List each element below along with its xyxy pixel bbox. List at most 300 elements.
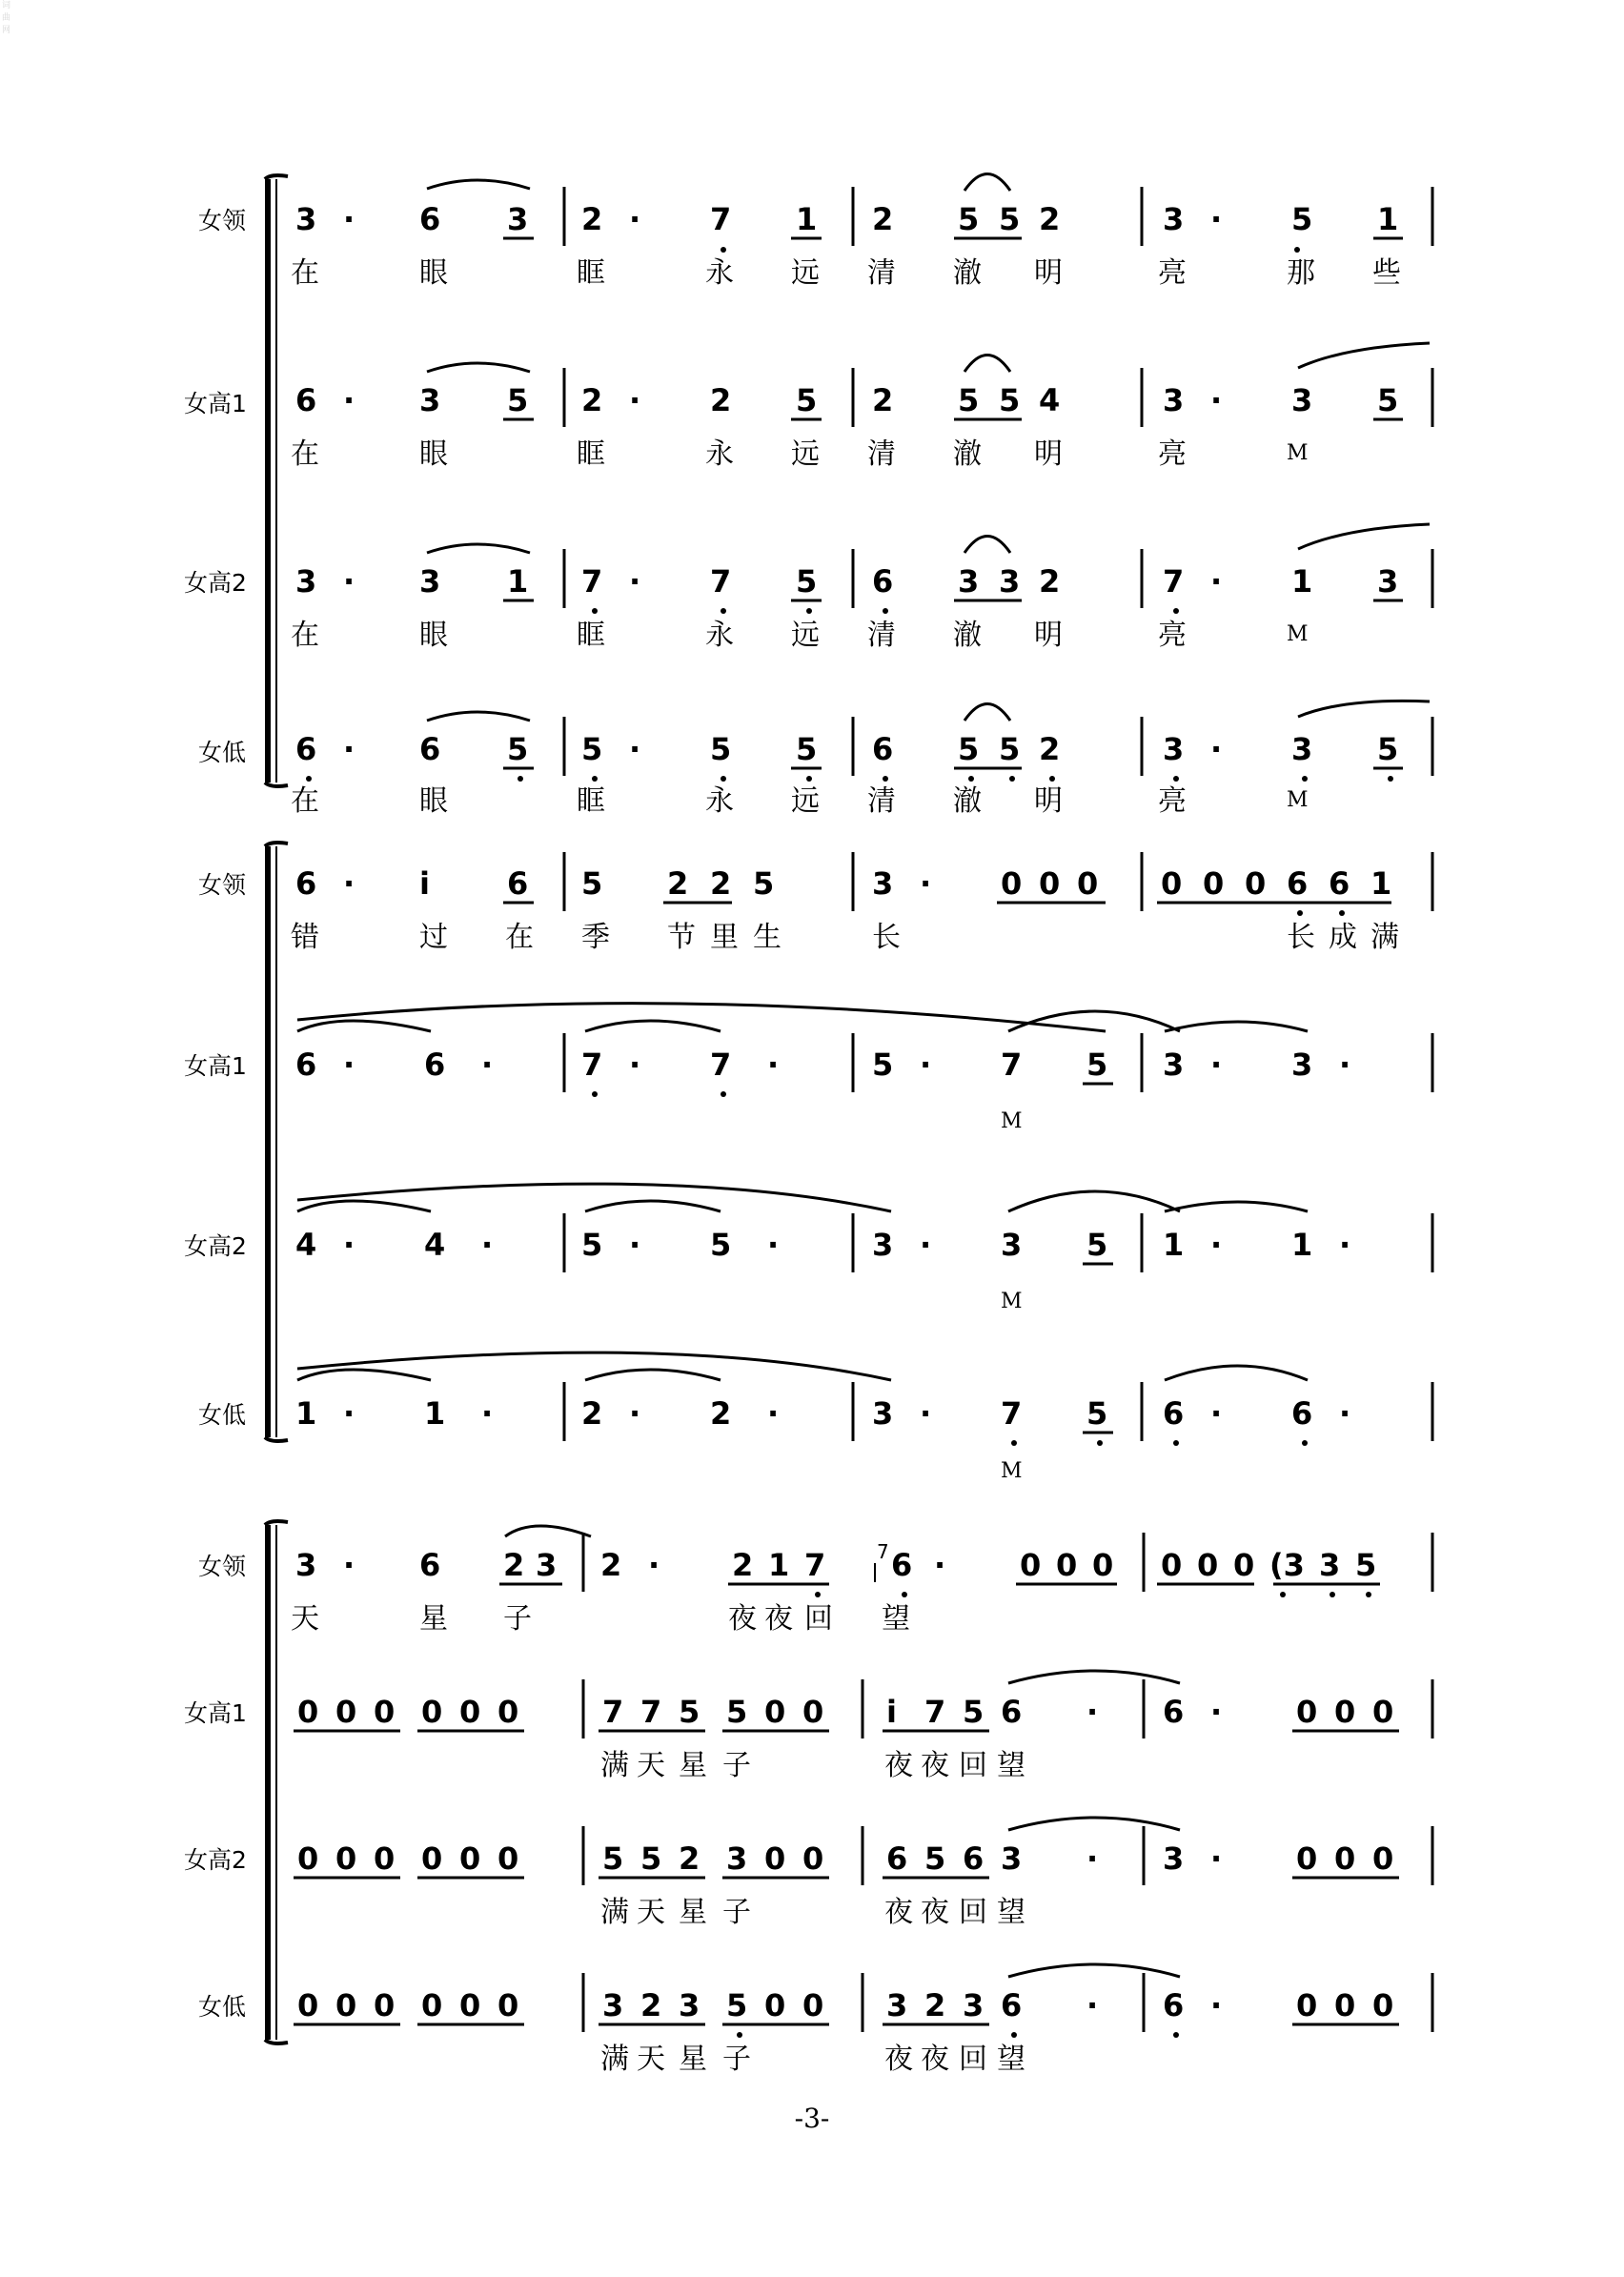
sop1-notes-row1 (295, 343, 1430, 419)
lyric: 亮 (1158, 784, 1187, 818)
lyric: 永 (705, 256, 734, 290)
lyric: 亮 (1158, 437, 1187, 471)
lyric: 夜 (728, 1602, 757, 1636)
note: 0 (1039, 865, 1061, 902)
note: · (934, 1547, 946, 1583)
part-label-lead: 女领 (198, 871, 247, 899)
note: 0 (1077, 865, 1099, 902)
lyric: 清 (867, 437, 896, 471)
note: 2 (581, 1395, 603, 1432)
alto-lyrics-row2 (1001, 1459, 1023, 1483)
note: · (1210, 201, 1223, 237)
note: 3 (999, 563, 1021, 600)
note: · (767, 1227, 780, 1263)
lyric: M (1001, 1109, 1023, 1133)
note: 7 (924, 1694, 946, 1730)
note: 0 (421, 1987, 443, 2023)
note: 6 (886, 1840, 908, 1877)
note: · (343, 563, 355, 600)
note: 5 (963, 1694, 985, 1730)
note: 3 (419, 382, 441, 418)
note: 0 (459, 1694, 481, 1730)
note: · (920, 1395, 932, 1432)
lyric: 望 (997, 2043, 1025, 2076)
lyric: 生 (753, 921, 782, 954)
note: 6 (1329, 865, 1350, 902)
note: 6 (424, 1047, 446, 1083)
note: 3 (536, 1547, 558, 1583)
note: 0 (1161, 1547, 1183, 1583)
note: 5 (1355, 1547, 1377, 1583)
lyric: 满 (600, 1896, 629, 1929)
lyric: 星 (679, 1749, 707, 1782)
note: 5 (958, 382, 980, 418)
note: 5 (958, 201, 980, 237)
note: 0 (374, 1840, 396, 1877)
alto-notes-row2 (295, 1352, 1350, 1446)
note: 2 (924, 1987, 946, 2023)
lyric: 亮 (1158, 619, 1187, 652)
note: 0 (1203, 865, 1225, 902)
note: · (1086, 1987, 1099, 2023)
note: 2 (1039, 201, 1061, 237)
sop2-notes-row1 (295, 524, 1430, 614)
lyric: 望 (997, 1749, 1025, 1782)
note: · (629, 1395, 641, 1432)
lead-notes-row1 (295, 174, 1403, 254)
note: 1 (507, 563, 529, 600)
note: 3 (958, 563, 980, 600)
note: 3 (507, 201, 529, 237)
note: 5 (726, 1987, 748, 2023)
note: 2 (710, 865, 732, 902)
part-label-lead: 女领 (198, 1553, 247, 1580)
note: 3 (963, 1987, 985, 2023)
note: 2 (710, 1395, 732, 1432)
part-label-sop2: 女高2 (184, 569, 247, 597)
note: 0 (421, 1840, 443, 1877)
note: 5 (726, 1694, 748, 1730)
side-watermark: 词曲网 (2, 1, 11, 35)
note: 0 (1001, 865, 1023, 902)
lyric: 望 (997, 1896, 1025, 1929)
lyric: 天 (637, 2043, 665, 2076)
lyric: M (1287, 788, 1309, 812)
note: 3 (602, 1987, 624, 2023)
alto-notes-row1 (295, 701, 1430, 782)
lyric: 澈 (953, 437, 982, 471)
note: · (481, 1227, 494, 1263)
note: 5 (796, 731, 818, 767)
note: 6 (419, 1547, 441, 1583)
note: 3 (1163, 731, 1185, 767)
note: · (343, 1047, 355, 1083)
lyric: 在 (291, 784, 319, 818)
note: 5 (999, 201, 1021, 237)
note: 3 (886, 1987, 908, 2023)
note: 0 (1372, 1987, 1394, 2023)
note: 5 (581, 865, 603, 902)
note: 0 (1334, 1694, 1356, 1730)
note: 7 (804, 1547, 826, 1583)
note: 5 (1377, 382, 1399, 418)
part-label-alto: 女低 (198, 1993, 247, 2021)
note: 2 (503, 1547, 525, 1583)
note: 7 (710, 563, 732, 600)
note: 5 (581, 1227, 603, 1263)
note: 5 (1086, 1047, 1108, 1083)
note: · (629, 731, 641, 767)
note: · (1210, 382, 1223, 418)
lyric: 回 (959, 2043, 987, 2076)
lead-lyrics-row1 (291, 256, 1401, 290)
note: i (419, 865, 430, 902)
lyric: 那 (1287, 256, 1315, 290)
note: · (920, 865, 932, 902)
note: 3 (1291, 1047, 1313, 1083)
note: 0 (421, 1694, 443, 1730)
note: 4 (424, 1227, 446, 1263)
note: 0 (1092, 1547, 1114, 1583)
lyric: 澈 (953, 256, 982, 290)
lyric: 明 (1034, 784, 1063, 818)
note: 3 (1163, 1047, 1185, 1083)
lyric: 星 (679, 2043, 707, 2076)
system-bracket (265, 1525, 271, 2040)
alto-lyrics-row3 (600, 2043, 1025, 2076)
bracket-bottom-hook (265, 783, 288, 786)
note: 0 (802, 1694, 824, 1730)
lyric: 望 (882, 1602, 910, 1636)
lyric: 回 (804, 1602, 833, 1636)
note: · (1086, 1840, 1099, 1877)
note: 0 (1372, 1694, 1394, 1730)
sop2-lyrics-row3 (600, 1896, 1025, 1929)
lyric: 满 (600, 2043, 629, 2076)
part-label-lead: 女领 (198, 207, 247, 234)
lead-notes-row2 (295, 865, 1391, 916)
note: 2 (710, 382, 732, 418)
note: · (1210, 1840, 1223, 1877)
lyric: 些 (1372, 256, 1401, 290)
note: 6 (1287, 865, 1309, 902)
lyric: 成 (1329, 921, 1357, 954)
note: 2 (1039, 731, 1061, 767)
note: 5 (507, 731, 529, 767)
note: 6 (1163, 1694, 1185, 1730)
note: 0 (1296, 1694, 1318, 1730)
lyric: M (1001, 1290, 1023, 1313)
note: 5 (872, 1047, 894, 1083)
note: · (343, 201, 355, 237)
sop2-notes-row2 (295, 1184, 1350, 1264)
note: 5 (710, 731, 732, 767)
note: · (343, 1227, 355, 1263)
note: 0 (1233, 1547, 1255, 1583)
part-label-sop2: 女高2 (184, 1232, 247, 1260)
note: 1 (1291, 1227, 1313, 1263)
note: 6 (419, 731, 441, 767)
note: 6 (963, 1840, 985, 1877)
part-label-sop1: 女高1 (184, 1052, 247, 1080)
note: 7 (581, 1047, 603, 1083)
note: 6 (872, 563, 894, 600)
lyric: 星 (679, 1896, 707, 1929)
note: · (1339, 1227, 1351, 1263)
system-1 (184, 174, 1432, 819)
note: · (481, 1047, 494, 1083)
note: 2 (872, 201, 894, 237)
note: 3 (1377, 563, 1399, 600)
note: 2 (640, 1987, 662, 2023)
note: 2 (667, 865, 689, 902)
note: 7 (710, 201, 732, 237)
sop2-lyrics-row2 (1001, 1290, 1023, 1313)
lead-lyrics-row3 (291, 1602, 910, 1636)
sop1-lyrics-row3 (600, 1749, 1025, 1782)
note: · (343, 1395, 355, 1432)
lyric: 在 (291, 619, 319, 652)
note: 2 (581, 382, 603, 418)
note: · (1339, 1047, 1351, 1083)
lyric: 长 (1287, 921, 1315, 954)
lyric: 明 (1034, 256, 1063, 290)
note: · (1210, 1987, 1223, 2023)
note: 0 (1020, 1547, 1042, 1583)
lyric: 错 (291, 921, 319, 954)
lyric: 亮 (1158, 256, 1187, 290)
lyric: 天 (291, 1602, 319, 1636)
note: 0 (497, 1840, 519, 1877)
note: 3 (1291, 382, 1313, 418)
lyric: 清 (867, 619, 896, 652)
lyric: 夜 (884, 1896, 913, 1929)
note: 1 (1370, 865, 1392, 902)
lyric: 天 (637, 1749, 665, 1782)
note: · (1086, 1694, 1099, 1730)
note: 2 (679, 1840, 700, 1877)
note: 5 (1086, 1227, 1108, 1263)
note: · (767, 1395, 780, 1432)
part-label-alto: 女低 (198, 739, 247, 766)
note: 0 (1334, 1840, 1356, 1877)
note: 3 (679, 1987, 700, 2023)
lyric: 清 (867, 256, 896, 290)
note: 1 (424, 1395, 446, 1432)
note: 4 (295, 1227, 317, 1263)
note: · (343, 865, 355, 902)
note: 0 (374, 1694, 396, 1730)
lyric: 过 (419, 921, 448, 954)
note: 3 (295, 201, 317, 237)
note: 0 (497, 1987, 519, 2023)
lyric: 节 (667, 921, 696, 954)
note: 0 (297, 1840, 319, 1877)
sop1-lyrics-row1 (291, 437, 1309, 471)
note: · (1210, 1047, 1223, 1083)
lyric: 天 (637, 1896, 665, 1929)
note: · (1339, 1395, 1351, 1432)
note: · (343, 731, 355, 767)
note: 3 (419, 563, 441, 600)
note: 6 (1001, 1694, 1023, 1730)
note: 3 (726, 1840, 748, 1877)
lyric: M (1287, 622, 1309, 646)
note: · (767, 1047, 780, 1083)
lyric: 夜 (921, 1749, 949, 1782)
lyric: 眶 (577, 256, 605, 290)
lyric: 夜 (884, 2043, 913, 2076)
note: 0 (497, 1694, 519, 1730)
lyric: 在 (291, 256, 319, 290)
note: 7 (602, 1694, 624, 1730)
barlines-3 (583, 1533, 1432, 2032)
sop2-notes-row3 (294, 1818, 1399, 1878)
note: 5 (1086, 1395, 1108, 1432)
note: 0 (1296, 1987, 1318, 2023)
note: 5 (796, 563, 818, 600)
note: 0 (764, 1987, 786, 2023)
lyric: 夜 (764, 1602, 793, 1636)
note: 3 (1163, 201, 1185, 237)
note: 3 (872, 865, 894, 902)
note: 0 (764, 1694, 786, 1730)
part-label-sop2: 女高2 (184, 1846, 247, 1874)
note: 0 (764, 1840, 786, 1877)
note: · (343, 382, 355, 418)
lyric: 季 (581, 921, 610, 954)
note: 5 (999, 731, 1021, 767)
note: 3 (872, 1227, 894, 1263)
lyric: 回 (959, 1896, 987, 1929)
lyric: 夜 (921, 2043, 949, 2076)
alto-lyrics-row1 (291, 784, 1309, 818)
lyric: 远 (791, 784, 820, 818)
note: 0 (335, 1987, 357, 2023)
lyric: 回 (959, 1749, 987, 1782)
lyric: 子 (722, 1896, 751, 1929)
lyric: 眼 (419, 784, 448, 818)
lyric: 长 (872, 921, 901, 954)
note: 6 (872, 731, 894, 767)
note: 5 (1291, 201, 1313, 237)
note: 6 (891, 1547, 913, 1583)
note: 0 (802, 1840, 824, 1877)
lyric: 澈 (953, 619, 982, 652)
sop2-lyrics-row1 (291, 619, 1309, 652)
note: 0 (1334, 1987, 1356, 2023)
note: 2 (872, 382, 894, 418)
note: 3 (1001, 1227, 1023, 1263)
note: 3 (295, 563, 317, 600)
note: 1 (295, 1395, 317, 1432)
lyric: 夜 (884, 1749, 913, 1782)
note: 5 (753, 865, 775, 902)
note: 0 (1197, 1547, 1219, 1583)
note: 5 (1377, 731, 1399, 767)
lyric: 永 (705, 437, 734, 471)
lyric: M (1001, 1459, 1023, 1483)
note: · (1210, 563, 1223, 600)
note: 0 (335, 1840, 357, 1877)
note: 5 (640, 1840, 662, 1877)
lyric: 明 (1034, 619, 1063, 652)
note: 5 (924, 1840, 946, 1877)
note: 6 (295, 382, 317, 418)
lyric: 眼 (419, 619, 448, 652)
bracket-top-hook (265, 175, 288, 179)
lyric: 明 (1034, 437, 1063, 471)
note: 1 (1163, 1227, 1185, 1263)
note: 7 (581, 563, 603, 600)
lyric: 子 (722, 1749, 751, 1782)
note: 6 (507, 865, 529, 902)
note: 7 (710, 1047, 732, 1083)
sop1-lyrics-row2 (1001, 1109, 1023, 1133)
note: 0 (297, 1694, 319, 1730)
system-bracket (265, 846, 271, 1437)
system-bracket (265, 179, 271, 783)
lyric: 远 (791, 437, 820, 471)
note: 3 (872, 1395, 894, 1432)
note: 6 (1163, 1395, 1185, 1432)
lyric: 在 (291, 437, 319, 471)
note: 6 (1291, 1395, 1313, 1432)
sop1-notes-row3 (294, 1671, 1399, 1731)
note: 1 (1291, 563, 1313, 600)
note: 5 (679, 1694, 700, 1730)
note: 6 (419, 201, 441, 237)
note: 2 (732, 1547, 754, 1583)
note: 6 (1001, 1987, 1023, 2023)
lyric: 子 (722, 2043, 751, 2076)
grace-note: 7 (877, 1540, 889, 1563)
note: · (1210, 1694, 1223, 1730)
lyric: 清 (867, 784, 896, 818)
lyric: 澈 (953, 784, 982, 818)
note: 3 (1291, 731, 1313, 767)
lyric: 眶 (577, 784, 605, 818)
note: 5 (999, 382, 1021, 418)
note: 6 (1163, 1987, 1185, 2023)
note: · (629, 1047, 641, 1083)
note: 0 (1372, 1840, 1394, 1877)
note: 6 (295, 1047, 317, 1083)
note: · (1210, 1395, 1223, 1432)
sop1-notes-row2 (295, 1004, 1350, 1097)
note: 0 (802, 1987, 824, 2023)
lyric: 子 (503, 1602, 532, 1636)
part-label-sop1: 女高1 (184, 390, 247, 417)
note: 4 (1039, 382, 1061, 418)
note: 3 (1001, 1840, 1023, 1877)
note: 5 (710, 1227, 732, 1263)
note: 3 (1163, 1840, 1185, 1877)
lyric: 夜 (921, 1896, 949, 1929)
note: 6 (295, 731, 317, 767)
lyric: 眶 (577, 619, 605, 652)
system-3 (184, 1521, 1432, 2076)
lyric: 星 (419, 1602, 448, 1636)
note: · (920, 1047, 932, 1083)
note: · (629, 1227, 641, 1263)
note: 7 (1163, 563, 1185, 600)
note: 0 (459, 1987, 481, 2023)
note: 2 (1039, 563, 1061, 600)
note: 5 (507, 382, 529, 418)
note: 3 (1163, 382, 1185, 418)
lyric: 里 (710, 921, 739, 954)
